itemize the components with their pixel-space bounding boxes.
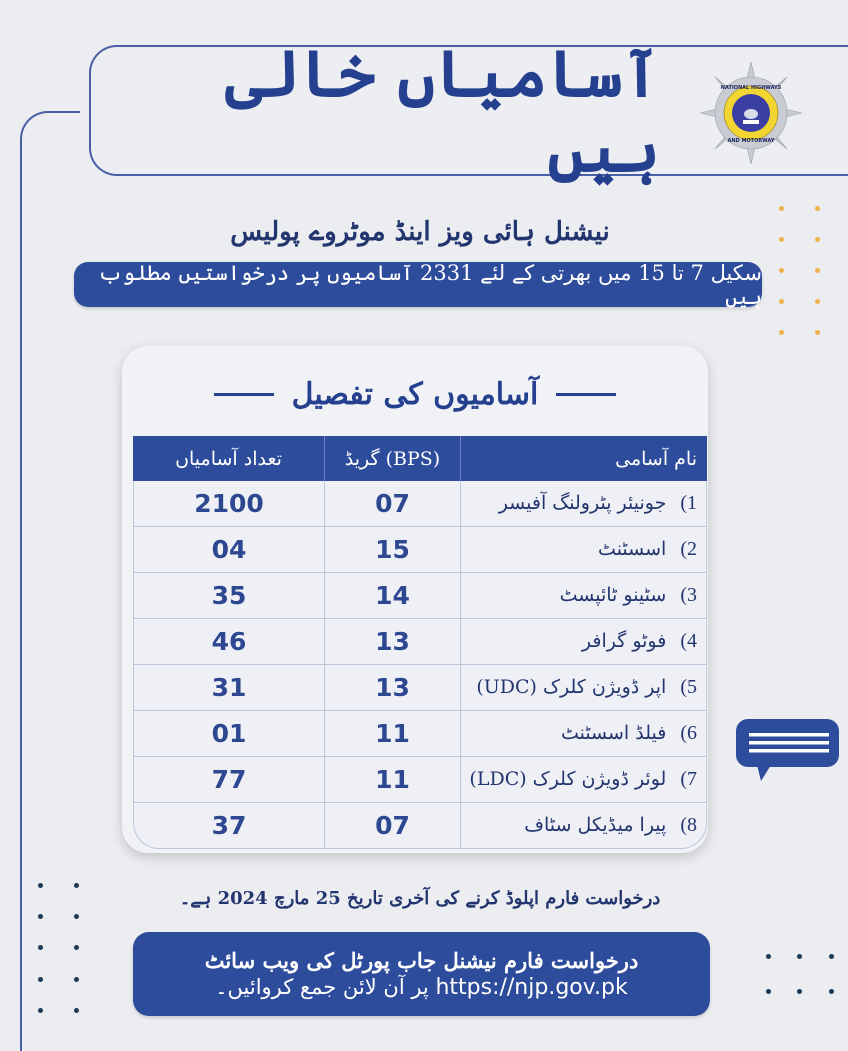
dash-decoration [214,393,274,396]
table-row [133,573,707,619]
cell-name [461,711,707,757]
details-title: آسامیوں کی تفصیل [291,376,539,412]
cell-count: 01 [133,711,325,757]
cell-count: 46 [133,619,325,665]
police-badge-icon [700,62,802,164]
post-name: سٹینو ٹائپسٹ [559,584,667,606]
post-name: فیلڈ اسسٹنٹ [560,722,667,744]
frame-line-left [20,111,80,1051]
cell-grade: 13 [325,665,461,711]
row-index: 3) [680,584,697,606]
dash-decoration [556,393,616,396]
table-row [133,803,707,849]
cell-count: 31 [133,665,325,711]
recruitment-banner: سکیل 7 تا 15 میں بھرتی کے لئے 2331 آسامیوں پر درخواستیں مطلوب ہیں [74,262,762,307]
cell-name [461,665,707,711]
cell-name [461,803,707,849]
column-header-grade: گریڈ (BPS) [325,436,461,481]
row-index: 5) [680,676,697,698]
post-name: اپر ڈویژن کلرک (UDC) [476,676,667,698]
vacancy-table [133,436,707,849]
svg-text:AND MOTORWAY: AND MOTORWAY [727,138,775,144]
cell-grade: 11 [325,757,461,803]
post-name: جونیئر پٹرولنگ آفیسر [498,492,667,514]
cell-count: 35 [133,573,325,619]
organization-name: نیشنل ہائی ویز اینڈ موٹروے پولیس [230,217,610,247]
cell-grade: 11 [325,711,461,757]
row-index: 8) [680,814,697,836]
column-header-name: نام آسامی [461,436,707,481]
cell-count: 2100 [133,481,325,527]
cell-name [461,757,707,803]
cell-name [461,527,707,573]
post-name: لوئر ڈویژن کلرک (LDC) [469,768,667,790]
details-heading [122,366,708,422]
cell-grade: 15 [325,527,461,573]
cell-count: 04 [133,527,325,573]
apply-instruction-line2 [215,975,628,1000]
apply-suffix: پر آن لائن جمع کروائیں۔ [215,975,429,999]
column-header-count: تعداد آسامیاں [133,436,325,481]
post-name: فوٹو گرافر [581,630,667,652]
chat-bubble-icon [735,717,840,782]
cell-grade: 07 [325,481,461,527]
cell-count: 37 [133,803,325,849]
cell-name [461,619,707,665]
cell-name [461,481,707,527]
apply-online-banner [133,932,710,1016]
table-row [133,665,707,711]
table-header-row [133,436,707,481]
cell-grade: 07 [325,803,461,849]
deadline-notice: درخواست فارم اپلوڈ کرنے کی آخری تاریخ 25 مارچ 2024 ہے۔ [179,887,661,909]
row-index: 6) [680,722,697,744]
row-index: 1) [680,492,697,514]
table-row [133,757,707,803]
row-index: 4) [680,630,697,652]
portal-url-link[interactable]: https://njp.gov.pk [435,975,628,1000]
post-name: اسسٹنٹ [598,538,667,560]
table-row [133,481,707,527]
apply-instruction: درخواست فارم نیشنل جاب پورٹل کی ویب سائٹ [204,948,639,973]
table-row [133,527,707,573]
row-index: 2) [680,538,697,560]
table-row [133,711,707,757]
page-title: آسامیاں خالی ہیں [225,37,660,187]
cell-count: 77 [133,757,325,803]
cell-grade: 13 [325,619,461,665]
cell-grade: 14 [325,573,461,619]
row-index: 7) [680,768,697,790]
cell-name [461,573,707,619]
post-name: پیرا میڈیکل سٹاف [524,814,667,836]
svg-text:NATIONAL HIGHWAYS: NATIONAL HIGHWAYS [720,85,782,91]
table-row [133,619,707,665]
